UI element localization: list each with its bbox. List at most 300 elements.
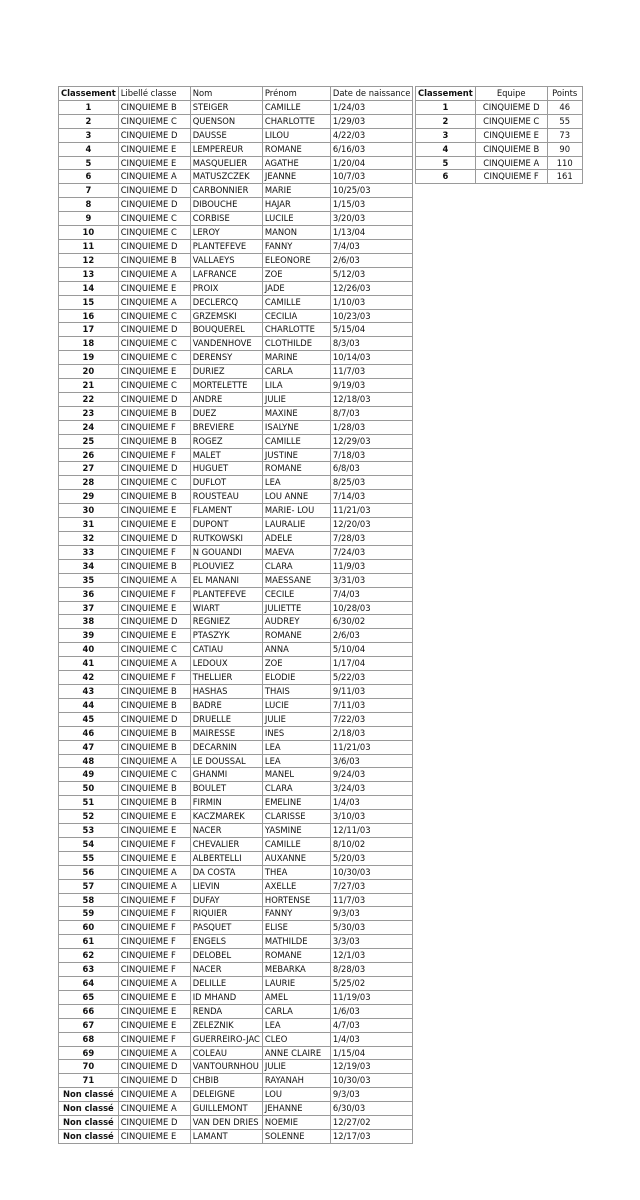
- cell-date-naissance: 1/6/03: [330, 1004, 413, 1018]
- cell-classement: 17: [59, 323, 119, 337]
- cell-date-naissance: 3/31/03: [330, 573, 413, 587]
- cell-prenom: MATHILDE: [262, 935, 330, 949]
- cell-date-naissance: 1/24/03: [330, 100, 413, 114]
- cell-libelle-classe: CINQUIEME B: [118, 406, 190, 420]
- table-row: [59, 1046, 413, 1060]
- cell-date-naissance: 10/25/03: [330, 184, 413, 198]
- table-row: [59, 420, 413, 434]
- cell-classement: 30: [59, 504, 119, 518]
- cell-classement: 5: [59, 156, 119, 170]
- cell-classement: 65: [59, 990, 119, 1004]
- cell-prenom: LAURIE: [262, 977, 330, 991]
- cell-nom: ANDRE: [190, 392, 262, 406]
- cell-classement: 16: [59, 309, 119, 323]
- cell-date-naissance: 9/24/03: [330, 768, 413, 782]
- cell-equipe: CINQUIEME F: [475, 170, 547, 184]
- cell-nom: PROIX: [190, 281, 262, 295]
- cell-libelle-classe: CINQUIEME B: [118, 796, 190, 810]
- cell-classement: 4: [416, 142, 476, 156]
- team-row: [416, 114, 583, 128]
- table-row: [59, 392, 413, 406]
- cell-date-naissance: 1/29/03: [330, 114, 413, 128]
- cell-classement: 43: [59, 684, 119, 698]
- table-row: [59, 239, 413, 253]
- cell-libelle-classe: CINQUIEME A: [118, 754, 190, 768]
- table-row: [59, 379, 413, 393]
- cell-libelle-classe: CINQUIEME C: [118, 379, 190, 393]
- cell-nom: DECARNIN: [190, 740, 262, 754]
- cell-classement: 62: [59, 949, 119, 963]
- cell-points: 55: [547, 114, 582, 128]
- cell-date-naissance: 8/25/03: [330, 476, 413, 490]
- cell-date-naissance: 10/30/03: [330, 1074, 413, 1088]
- cell-date-naissance: 7/14/03: [330, 490, 413, 504]
- table-row: [59, 518, 413, 532]
- table-row: [59, 921, 413, 935]
- cell-classement: 40: [59, 643, 119, 657]
- cell-libelle-classe: CINQUIEME B: [118, 490, 190, 504]
- cell-date-naissance: 4/22/03: [330, 128, 413, 142]
- cell-date-naissance: 11/7/03: [330, 893, 413, 907]
- cell-libelle-classe: CINQUIEME D: [118, 1116, 190, 1130]
- cell-classement: 2: [416, 114, 476, 128]
- cell-classement: 20: [59, 365, 119, 379]
- cell-date-naissance: 1/10/03: [330, 295, 413, 309]
- table-row: [59, 351, 413, 365]
- cell-classement: 14: [59, 281, 119, 295]
- cell-nom: FLAMENT: [190, 504, 262, 518]
- table-row: [59, 782, 413, 796]
- table-row: [59, 406, 413, 420]
- cell-date-naissance: 5/12/03: [330, 267, 413, 281]
- team-row: [416, 156, 583, 170]
- cell-date-naissance: 2/18/03: [330, 726, 413, 740]
- table-row: [59, 462, 413, 476]
- cell-libelle-classe: CINQUIEME B: [118, 559, 190, 573]
- table-row: [59, 907, 413, 921]
- cell-libelle-classe: CINQUIEME B: [118, 726, 190, 740]
- cell-libelle-classe: CINQUIEME C: [118, 351, 190, 365]
- cell-date-naissance: 7/4/03: [330, 239, 413, 253]
- cell-prenom: JULIE: [262, 392, 330, 406]
- cell-libelle-classe: CINQUIEME B: [118, 684, 190, 698]
- table-row: [59, 337, 413, 351]
- cell-nom: PLANTEFEVE: [190, 587, 262, 601]
- table-row: [59, 893, 413, 907]
- cell-libelle-classe: CINQUIEME F: [118, 921, 190, 935]
- team-row: [416, 142, 583, 156]
- cell-nom: CATIAU: [190, 643, 262, 657]
- cell-nom: LE DOUSSAL: [190, 754, 262, 768]
- cell-nom: CORBISE: [190, 212, 262, 226]
- table-row: [59, 323, 413, 337]
- cell-classement: 15: [59, 295, 119, 309]
- cell-prenom: LEA: [262, 476, 330, 490]
- cell-classement: 68: [59, 1032, 119, 1046]
- header-classement: Classement: [416, 87, 476, 101]
- cell-prenom: CAMILLE: [262, 434, 330, 448]
- cell-classement: 35: [59, 573, 119, 587]
- cell-libelle-classe: CINQUIEME E: [118, 281, 190, 295]
- cell-prenom: CECILE: [262, 587, 330, 601]
- cell-libelle-classe: CINQUIEME F: [118, 1032, 190, 1046]
- cell-classement: 52: [59, 810, 119, 824]
- table-row: [59, 949, 413, 963]
- cell-libelle-classe: CINQUIEME E: [118, 142, 190, 156]
- header-classement: Classement: [59, 87, 119, 101]
- cell-prenom: ROMANE: [262, 142, 330, 156]
- cell-nom: HASHAS: [190, 684, 262, 698]
- cell-prenom: LOU ANNE: [262, 490, 330, 504]
- table-row: [59, 476, 413, 490]
- table-row: [59, 267, 413, 281]
- table-row: [59, 935, 413, 949]
- cell-date-naissance: 8/7/03: [330, 406, 413, 420]
- cell-date-naissance: 1/4/03: [330, 1032, 413, 1046]
- table-row: [59, 712, 413, 726]
- cell-classement: 7: [59, 184, 119, 198]
- table-row: [59, 990, 413, 1004]
- table-row: [59, 295, 413, 309]
- table-row: [59, 114, 413, 128]
- cell-libelle-classe: CINQUIEME E: [118, 601, 190, 615]
- cell-libelle-classe: CINQUIEME E: [118, 851, 190, 865]
- cell-date-naissance: 5/25/02: [330, 977, 413, 991]
- cell-nom: BADRE: [190, 698, 262, 712]
- header-prenom: Prénom: [262, 87, 330, 101]
- cell-date-naissance: 6/16/03: [330, 142, 413, 156]
- header-nom: Nom: [190, 87, 262, 101]
- cell-libelle-classe: CINQUIEME B: [118, 740, 190, 754]
- table-row: [59, 212, 413, 226]
- table-row: [59, 824, 413, 838]
- cell-nom: NACER: [190, 824, 262, 838]
- cell-date-naissance: 10/23/03: [330, 309, 413, 323]
- cell-date-naissance: 7/22/03: [330, 712, 413, 726]
- cell-prenom: HAJAR: [262, 198, 330, 212]
- table-row: [59, 504, 413, 518]
- cell-classement: 27: [59, 462, 119, 476]
- table-row: [59, 532, 413, 546]
- cell-nom: THELLIER: [190, 671, 262, 685]
- cell-date-naissance: 7/28/03: [330, 532, 413, 546]
- cell-nom: CARBONNIER: [190, 184, 262, 198]
- table-row: [59, 434, 413, 448]
- cell-date-naissance: 12/18/03: [330, 392, 413, 406]
- table-row: [59, 726, 413, 740]
- cell-libelle-classe: CINQUIEME A: [118, 1046, 190, 1060]
- cell-classement: 29: [59, 490, 119, 504]
- cell-nom: LEDOUX: [190, 657, 262, 671]
- cell-libelle-classe: CINQUIEME D: [118, 712, 190, 726]
- table-row: [59, 963, 413, 977]
- header-date-naissance: Date de naissance: [330, 87, 413, 101]
- cell-date-naissance: 9/11/03: [330, 684, 413, 698]
- cell-points: 90: [547, 142, 582, 156]
- cell-nom: MORTELETTE: [190, 379, 262, 393]
- cell-nom: LEROY: [190, 226, 262, 240]
- table-row: [59, 573, 413, 587]
- table-row: [59, 810, 413, 824]
- cell-date-naissance: 11/21/03: [330, 504, 413, 518]
- cell-prenom: LILOU: [262, 128, 330, 142]
- cell-libelle-classe: CINQUIEME E: [118, 1018, 190, 1032]
- cell-libelle-classe: CINQUIEME E: [118, 504, 190, 518]
- cell-prenom: THEA: [262, 865, 330, 879]
- table-row: [59, 587, 413, 601]
- cell-classement: 60: [59, 921, 119, 935]
- cell-libelle-classe: CINQUIEME F: [118, 893, 190, 907]
- cell-libelle-classe: CINQUIEME E: [118, 810, 190, 824]
- cell-prenom: CARLA: [262, 365, 330, 379]
- cell-date-naissance: 12/11/03: [330, 824, 413, 838]
- cell-classement: 64: [59, 977, 119, 991]
- cell-prenom: YASMINE: [262, 824, 330, 838]
- cell-date-naissance: 1/17/04: [330, 657, 413, 671]
- cell-date-naissance: 5/30/03: [330, 921, 413, 935]
- cell-classement: 9: [59, 212, 119, 226]
- cell-libelle-classe: CINQUIEME E: [118, 1004, 190, 1018]
- cell-classement: 1: [416, 100, 476, 114]
- cell-prenom: ELEONORE: [262, 253, 330, 267]
- cell-classement: 38: [59, 615, 119, 629]
- cell-prenom: CLEO: [262, 1032, 330, 1046]
- cell-libelle-classe: CINQUIEME B: [118, 698, 190, 712]
- cell-nom: N GOUANDI: [190, 545, 262, 559]
- cell-classement: 63: [59, 963, 119, 977]
- cell-prenom: CHARLOTTE: [262, 114, 330, 128]
- cell-date-naissance: 9/3/03: [330, 1088, 413, 1102]
- cell-nom: ALBERTELLI: [190, 851, 262, 865]
- cell-date-naissance: 6/30/03: [330, 1102, 413, 1116]
- cell-date-naissance: 12/1/03: [330, 949, 413, 963]
- cell-date-naissance: 3/6/03: [330, 754, 413, 768]
- cell-date-naissance: 2/6/03: [330, 253, 413, 267]
- cell-classement: 26: [59, 448, 119, 462]
- cell-nom: DERENSY: [190, 351, 262, 365]
- cell-libelle-classe: CINQUIEME D: [118, 615, 190, 629]
- cell-nom: MAIRESSE: [190, 726, 262, 740]
- table-row: [59, 754, 413, 768]
- table-row: [59, 1032, 413, 1046]
- cell-points: 73: [547, 128, 582, 142]
- cell-nom: CHEVALIER: [190, 837, 262, 851]
- cell-nom: MASQUELIER: [190, 156, 262, 170]
- table-row: [59, 740, 413, 754]
- cell-libelle-classe: CINQUIEME A: [118, 170, 190, 184]
- table-row: [59, 448, 413, 462]
- cell-prenom: EMELINE: [262, 796, 330, 810]
- cell-nom: LAMANT: [190, 1129, 262, 1143]
- cell-prenom: MEBARKA: [262, 963, 330, 977]
- cell-nom: MATUSZCZEK: [190, 170, 262, 184]
- cell-classement: Non classé: [59, 1088, 119, 1102]
- table-row: [59, 796, 413, 810]
- cell-classement: 71: [59, 1074, 119, 1088]
- cell-date-naissance: 12/29/03: [330, 434, 413, 448]
- cell-nom: DUFAY: [190, 893, 262, 907]
- cell-prenom: LUCILE: [262, 212, 330, 226]
- cell-date-naissance: 12/19/03: [330, 1060, 413, 1074]
- cell-libelle-classe: CINQUIEME F: [118, 587, 190, 601]
- cell-nom: ROUSTEAU: [190, 490, 262, 504]
- cell-libelle-classe: CINQUIEME E: [118, 518, 190, 532]
- cell-nom: ID MHAND: [190, 990, 262, 1004]
- cell-nom: HUGUET: [190, 462, 262, 476]
- cell-libelle-classe: CINQUIEME D: [118, 198, 190, 212]
- cell-libelle-classe: CINQUIEME C: [118, 226, 190, 240]
- cell-classement: 23: [59, 406, 119, 420]
- cell-nom: REGNIEZ: [190, 615, 262, 629]
- cell-date-naissance: 3/24/03: [330, 782, 413, 796]
- cell-nom: ENGELS: [190, 935, 262, 949]
- cell-classement: Non classé: [59, 1116, 119, 1130]
- cell-libelle-classe: CINQUIEME D: [118, 128, 190, 142]
- header-libelle-classe: Libellé classe: [118, 87, 190, 101]
- cell-prenom: JADE: [262, 281, 330, 295]
- cell-nom: DRUELLE: [190, 712, 262, 726]
- cell-classement: 69: [59, 1046, 119, 1060]
- cell-prenom: THAIS: [262, 684, 330, 698]
- cell-date-naissance: 7/24/03: [330, 545, 413, 559]
- cell-prenom: LEA: [262, 754, 330, 768]
- table-row: [59, 629, 413, 643]
- cell-date-naissance: 11/9/03: [330, 559, 413, 573]
- header-equipe: Equipe: [475, 87, 547, 101]
- table-row: [59, 657, 413, 671]
- cell-prenom: JULIETTE: [262, 601, 330, 615]
- table-row: [59, 671, 413, 685]
- cell-date-naissance: 4/7/03: [330, 1018, 413, 1032]
- cell-prenom: AMEL: [262, 990, 330, 1004]
- cell-points: 110: [547, 156, 582, 170]
- cell-prenom: MANON: [262, 226, 330, 240]
- cell-date-naissance: 3/10/03: [330, 810, 413, 824]
- table-row: [59, 309, 413, 323]
- cell-date-naissance: 5/22/03: [330, 671, 413, 685]
- table-header-row: [59, 87, 413, 101]
- cell-libelle-classe: CINQUIEME F: [118, 448, 190, 462]
- cell-prenom: MARINE: [262, 351, 330, 365]
- table-row: [59, 1088, 413, 1102]
- cell-date-naissance: 9/3/03: [330, 907, 413, 921]
- cell-nom: BREVIERE: [190, 420, 262, 434]
- cell-classement: 58: [59, 893, 119, 907]
- table-row: [59, 100, 413, 114]
- table-row: [59, 142, 413, 156]
- table-row: [59, 365, 413, 379]
- cell-nom: DURIEZ: [190, 365, 262, 379]
- table-row: [59, 684, 413, 698]
- table-row: [59, 1116, 413, 1130]
- cell-nom: LIEVIN: [190, 879, 262, 893]
- cell-nom: GUERREIRO-JAC: [190, 1032, 262, 1046]
- cell-libelle-classe: CINQUIEME C: [118, 768, 190, 782]
- cell-nom: PLANTEFEVE: [190, 239, 262, 253]
- cell-date-naissance: 8/10/02: [330, 837, 413, 851]
- table-row: [59, 281, 413, 295]
- cell-libelle-classe: CINQUIEME F: [118, 935, 190, 949]
- cell-date-naissance: 6/30/02: [330, 615, 413, 629]
- cell-nom: LAFRANCE: [190, 267, 262, 281]
- cell-classement: 39: [59, 629, 119, 643]
- team-ranking-table: [415, 86, 583, 184]
- cell-prenom: JUSTINE: [262, 448, 330, 462]
- cell-date-naissance: 3/20/03: [330, 212, 413, 226]
- cell-date-naissance: 1/20/04: [330, 156, 413, 170]
- team-header-row: [416, 87, 583, 101]
- cell-prenom: ELISE: [262, 921, 330, 935]
- cell-prenom: MAXINE: [262, 406, 330, 420]
- cell-date-naissance: 11/7/03: [330, 365, 413, 379]
- table-row: [59, 128, 413, 142]
- cell-prenom: JULIE: [262, 712, 330, 726]
- cell-libelle-classe: CINQUIEME A: [118, 1088, 190, 1102]
- cell-libelle-classe: CINQUIEME B: [118, 434, 190, 448]
- cell-nom: FIRMIN: [190, 796, 262, 810]
- cell-libelle-classe: CINQUIEME F: [118, 963, 190, 977]
- cell-classement: 42: [59, 671, 119, 685]
- cell-classement: Non classé: [59, 1129, 119, 1143]
- table-row: [59, 643, 413, 657]
- cell-date-naissance: 9/19/03: [330, 379, 413, 393]
- cell-nom: WIART: [190, 601, 262, 615]
- cell-libelle-classe: CINQUIEME E: [118, 365, 190, 379]
- cell-nom: GHANMI: [190, 768, 262, 782]
- cell-libelle-classe: CINQUIEME C: [118, 114, 190, 128]
- cell-nom: CHBIB: [190, 1074, 262, 1088]
- cell-points: 161: [547, 170, 582, 184]
- cell-prenom: FANNY: [262, 907, 330, 921]
- cell-prenom: FANNY: [262, 239, 330, 253]
- table-row: [59, 1004, 413, 1018]
- cell-nom: RIQUIER: [190, 907, 262, 921]
- cell-date-naissance: 6/8/03: [330, 462, 413, 476]
- cell-nom: VALLAEYS: [190, 253, 262, 267]
- cell-libelle-classe: CINQUIEME C: [118, 337, 190, 351]
- cell-libelle-classe: CINQUIEME D: [118, 392, 190, 406]
- cell-libelle-classe: CINQUIEME D: [118, 1074, 190, 1088]
- cell-date-naissance: 1/15/04: [330, 1046, 413, 1060]
- cell-libelle-classe: CINQUIEME D: [118, 239, 190, 253]
- cell-classement: 3: [416, 128, 476, 142]
- cell-nom: PTASZYK: [190, 629, 262, 643]
- cell-nom: ROGEZ: [190, 434, 262, 448]
- cell-prenom: CLARISSE: [262, 810, 330, 824]
- cell-libelle-classe: CINQUIEME A: [118, 267, 190, 281]
- cell-libelle-classe: CINQUIEME F: [118, 420, 190, 434]
- cell-classement: 2: [59, 114, 119, 128]
- cell-prenom: CHARLOTTE: [262, 323, 330, 337]
- cell-classement: 10: [59, 226, 119, 240]
- cell-date-naissance: 5/20/03: [330, 851, 413, 865]
- cell-libelle-classe: CINQUIEME D: [118, 184, 190, 198]
- cell-libelle-classe: CINQUIEME E: [118, 990, 190, 1004]
- cell-prenom: AGATHE: [262, 156, 330, 170]
- cell-prenom: MAEVA: [262, 545, 330, 559]
- cell-prenom: CLARA: [262, 559, 330, 573]
- cell-libelle-classe: CINQUIEME E: [118, 629, 190, 643]
- cell-classement: Non classé: [59, 1102, 119, 1116]
- cell-nom: DUPONT: [190, 518, 262, 532]
- cell-classement: 5: [416, 156, 476, 170]
- cell-libelle-classe: CINQUIEME C: [118, 309, 190, 323]
- cell-prenom: CAMILLE: [262, 295, 330, 309]
- cell-libelle-classe: CINQUIEME A: [118, 657, 190, 671]
- cell-libelle-classe: CINQUIEME C: [118, 643, 190, 657]
- cell-nom: LEMPEREUR: [190, 142, 262, 156]
- cell-prenom: HORTENSE: [262, 893, 330, 907]
